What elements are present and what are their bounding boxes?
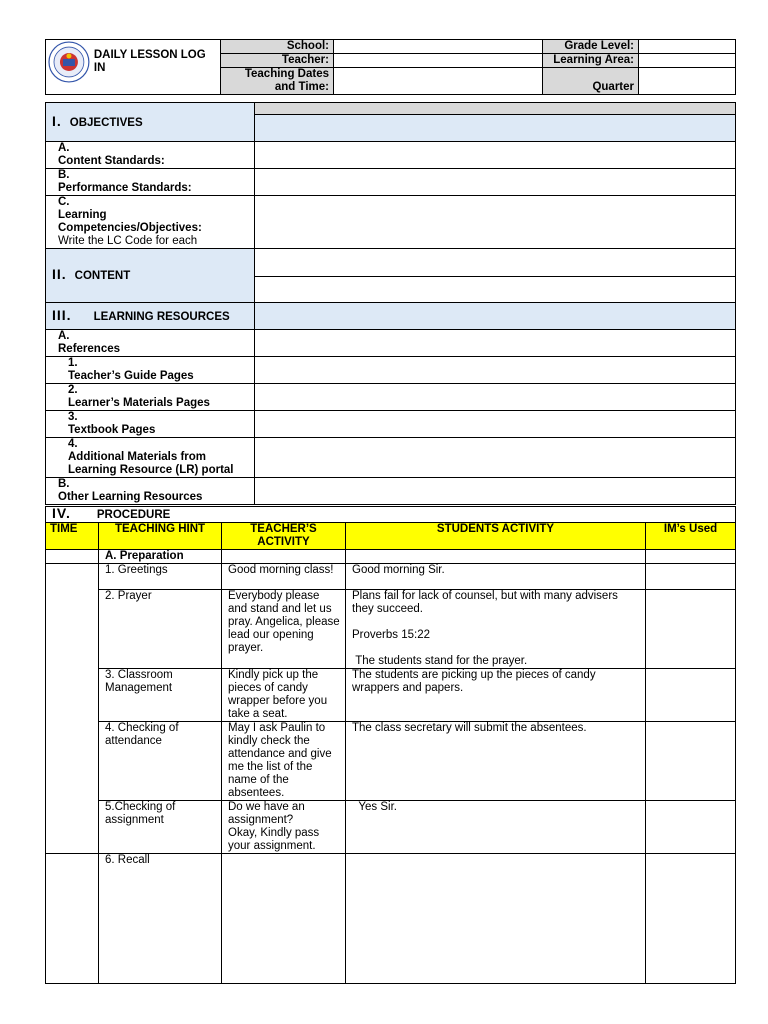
lc-code-note: Write the LC Code for each (58, 235, 198, 247)
prep-time-cell[interactable] (46, 550, 99, 564)
table-row (46, 722, 736, 801)
col-students-activity: STUDENTS ACTIVITY (346, 523, 646, 550)
learning-resources-field[interactable] (255, 303, 736, 330)
row-students[interactable] (346, 854, 646, 984)
grade-level-field[interactable] (639, 40, 736, 54)
grade-level-label: Grade Level: (543, 40, 639, 54)
prep-time-span-cell[interactable] (46, 564, 99, 854)
additional-materials-field[interactable] (255, 438, 736, 478)
references-field[interactable] (255, 330, 736, 357)
other-resources-field[interactable] (255, 478, 736, 505)
learners-materials-field[interactable] (255, 384, 736, 411)
row-teacher: Do we have an assignment? Okay, Kindly pass your assignment. (222, 801, 346, 854)
content-field-top[interactable] (255, 249, 736, 277)
teacher-label: Teacher: (221, 54, 334, 68)
learning-competencies-label: C.Learning Competencies/Objectives: Write the LC Code for each (46, 196, 255, 249)
row-teacher[interactable] (222, 854, 346, 984)
quarter-field[interactable] (639, 68, 736, 95)
teachers-guide-field[interactable] (255, 357, 736, 384)
prep-teacher-cell[interactable] (222, 550, 346, 564)
learning-resources-heading (46, 303, 255, 330)
row-students: The students are picking up the pieces of candy wrappers and papers. (346, 669, 646, 722)
learning-area-label: Learning Area: (543, 54, 639, 68)
teachers-guide-label: 1.Teacher’s Guide Pages (46, 357, 255, 384)
table-row (46, 669, 736, 722)
objectives-top-field (255, 103, 736, 115)
content-title: CONTENT (74, 270, 131, 282)
preparation-label: A. Preparation (99, 550, 222, 564)
row-ims[interactable] (646, 564, 736, 590)
other-resources-label: B.Other Learning Resources (46, 478, 255, 505)
learning-resources-title: LEARNING RESOURCES (93, 310, 230, 323)
row-ims[interactable] (646, 722, 736, 801)
prep-students-cell[interactable] (346, 550, 646, 564)
row-ims[interactable] (646, 801, 736, 854)
row-teacher: Kindly pick up the pieces of candy wrapper before you take a seat. (222, 669, 346, 722)
recall-time-cell[interactable] (46, 854, 99, 984)
row-hint: 5.Checking of assignment (99, 801, 222, 854)
procedure-roman: IV. (52, 506, 71, 521)
additional-materials-label: 4.Additional Materials from Learning Resource (LR) portal (46, 438, 255, 478)
lesson-plan-table (45, 102, 736, 505)
row-students: Yes Sir. (346, 801, 646, 854)
row-hint: 2. Prayer (99, 590, 222, 669)
objectives-heading (46, 103, 255, 142)
procedure-table (45, 506, 736, 984)
quarter-label: Quarter (543, 68, 639, 95)
prep-ims-cell[interactable] (646, 550, 736, 564)
row-students: Good morning Sir. (346, 564, 646, 590)
textbook-field[interactable] (255, 411, 736, 438)
row-students: The class secretary will submit the absentees. (346, 722, 646, 801)
row-teacher: Good morning class! (222, 564, 346, 590)
header-title: DAILY LESSON LOG IN (93, 49, 206, 74)
performance-standards-label: B.Performance Standards: (46, 169, 255, 196)
row-ims[interactable] (646, 854, 736, 984)
content-heading (46, 249, 255, 303)
procedure-title: PROCEDURE (96, 509, 171, 521)
content-standards-label: A.Content Standards: (46, 142, 255, 169)
learning-resources-roman: III. (52, 306, 72, 323)
content-field-bottom[interactable] (255, 277, 736, 303)
school-label: School: (221, 40, 334, 54)
col-time: TIME (46, 523, 99, 550)
objectives-field[interactable] (255, 115, 736, 142)
row-hint: 1. Greetings (99, 564, 222, 590)
row-ims[interactable] (646, 590, 736, 669)
content-standards-field[interactable] (255, 142, 736, 169)
content-roman: II. (52, 266, 67, 282)
table-row (46, 590, 736, 669)
row-hint: 4. Checking of attendance (99, 722, 222, 801)
row-ims[interactable] (646, 669, 736, 722)
learning-competencies-field[interactable] (255, 196, 736, 249)
deped-seal-icon (48, 41, 90, 83)
row-teacher: May I ask Paulin to kindly check the attendance and give me the list of the name of the absentees. (222, 722, 346, 801)
row-hint: 3. Classroom Management (99, 669, 222, 722)
textbook-label: 3.Textbook Pages (46, 411, 255, 438)
col-teaching-hint: TEACHING HINT (99, 523, 222, 550)
col-teachers-activity: TEACHER’S ACTIVITY (222, 523, 346, 550)
objectives-title: OBJECTIVES (69, 116, 143, 129)
dates-label: Teaching Dates and Time: (221, 68, 334, 95)
teacher-field[interactable] (334, 54, 543, 68)
dates-field[interactable] (334, 68, 543, 95)
table-row (46, 854, 736, 984)
row-students: Plans fail for lack of counsel, but with many advisers they succeed. Proverbs 15:22 The students stand for the prayer. (346, 590, 646, 669)
performance-standards-field[interactable] (255, 169, 736, 196)
row-hint: 6. Recall (99, 854, 222, 984)
references-label: A.References (46, 330, 255, 357)
learning-area-field[interactable] (639, 54, 736, 68)
objectives-roman: I. (52, 112, 62, 129)
header-title-cell (46, 40, 221, 95)
learners-materials-label: 2.Learner’s Materials Pages (46, 384, 255, 411)
header-table (45, 39, 736, 95)
table-row (46, 564, 736, 590)
procedure-heading (46, 507, 736, 523)
row-teacher: Everybody please and stand and let us pray. Angelica, please lead our opening prayer. (222, 590, 346, 669)
col-ims-used: IM’s Used (646, 523, 736, 550)
school-field[interactable] (334, 40, 543, 54)
table-row (46, 801, 736, 854)
